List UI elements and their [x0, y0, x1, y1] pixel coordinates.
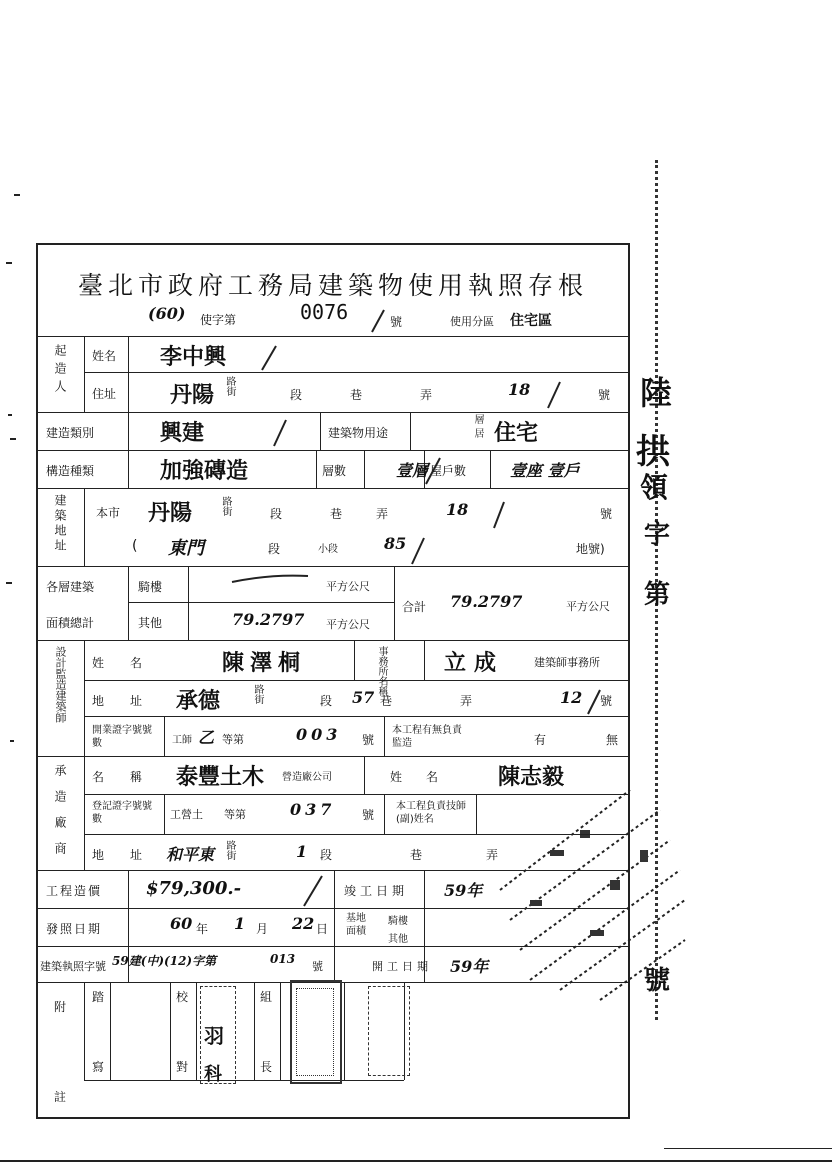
cost-label: 工程造價 [46, 884, 103, 898]
site-group-label: 建築地址 [53, 494, 67, 554]
side-char: 領 [640, 471, 669, 504]
side-char: 拱 [636, 432, 670, 472]
architect-lane: 巷 [380, 694, 393, 708]
side-char: 號 [644, 966, 671, 996]
floors-label: 層數 [322, 464, 347, 478]
architect-license-suffix: 號 [362, 733, 375, 747]
structure-value: 加強磚造 [160, 458, 249, 484]
side-char: 字 [644, 520, 671, 550]
area-arcade-unit: 平方公尺 [326, 580, 370, 593]
notes-col1-bottom: 寫 [92, 1060, 105, 1074]
contractor-rep-value: 陳志毅 [498, 764, 565, 790]
cost-value: $79,300.- [146, 878, 242, 899]
architect-no: 號 [600, 694, 613, 708]
site-section: 段 [270, 507, 283, 521]
architect-license-label: 開業證字號號數 [92, 725, 152, 749]
document-title: 臺北市政府工務局建築物使用執照存根 [77, 271, 588, 300]
applicant-group-label: 起造人 [53, 344, 67, 398]
permit-suffix-label: 號 [390, 315, 403, 329]
households-label: 屋戶數 [430, 464, 467, 478]
applicant-name-label: 姓名 [92, 349, 117, 363]
building-use-label: 建築物用途 [328, 426, 389, 440]
contractor-reg-class: 工營土 [170, 808, 203, 821]
structure-label: 構造種類 [46, 464, 95, 478]
contractor-address-road: 和平東 [166, 845, 215, 864]
notes-col3-top: 組 [260, 990, 273, 1004]
architect-road-suffix: 路街 [252, 684, 263, 704]
issue-day-unit: 日 [316, 922, 329, 936]
area-total-unit: 平方公尺 [566, 600, 610, 613]
contractor-group-label: 承造廠商 [53, 764, 67, 868]
contractor-name-label: 名稱 [92, 770, 169, 784]
permit-number-suffix: 號 [312, 960, 323, 973]
architect-address-label: 地址 [92, 694, 169, 708]
architect-license-value: 003 [296, 725, 342, 744]
architect-address-road: 承德 [176, 688, 221, 714]
site-district-suffix: 段 [268, 542, 281, 556]
site-district-open: ( [132, 538, 138, 554]
notes-col2-bottom: 對 [176, 1060, 189, 1074]
area-group-label-1: 各層建築 [46, 580, 95, 594]
site-road-suffix: 路街 [220, 496, 231, 516]
side-char: 陸 [640, 374, 673, 412]
contractor-lane: 巷 [410, 848, 423, 862]
completion-value: 59年 [444, 881, 483, 900]
issue-label: 發照日期 [46, 922, 103, 936]
households-value: 壹座 壹戶 [510, 461, 580, 480]
permit-prefix-label: 使字第 [200, 313, 237, 327]
contractor-address-label: 地址 [92, 848, 169, 862]
architect-office-suffix: 建築師事務所 [534, 656, 600, 669]
zone-value: 住宅區 [510, 313, 552, 329]
contractor-reg-label: 登記證字號號數 [92, 801, 152, 825]
permit-value: 59建(中)(12)字第 [112, 954, 217, 968]
applicant-no: 號 [598, 388, 611, 402]
notes-label-bottom: 註 [54, 1090, 67, 1104]
architect-license-class: 工師 [172, 735, 192, 746]
issue-year: 60 [170, 914, 193, 933]
architect-section: 段 [320, 694, 333, 708]
permit-label: 建築執照字號 [40, 960, 106, 973]
contractor-section: 段 [320, 848, 333, 862]
issue-day: 22 [292, 914, 315, 933]
architect-supervisor-label: 本工程有無負責監造 [392, 725, 462, 749]
architect-office-value: 立成 [444, 650, 505, 676]
base-other-label: 其他 [388, 934, 408, 945]
contractor-reg-suffix: 號 [362, 808, 375, 822]
area-other-unit: 平方公尺 [326, 618, 370, 631]
architect-supervisor-value2: 無 [606, 733, 619, 747]
issue-month-unit: 月 [256, 922, 269, 936]
applicant-road-suffix: 路街 [224, 376, 235, 396]
applicant-no-value: 18 [508, 380, 531, 399]
site-district: 東門 [168, 538, 204, 559]
area-group-label-2: 面積總計 [46, 616, 95, 630]
completion-label: 竣工日期 [344, 884, 409, 898]
notes-col2-top: 校 [176, 990, 189, 1004]
area-other-label: 其他 [138, 616, 163, 630]
build-type-value: 興建 [160, 420, 205, 446]
site-lot-value: 85 [384, 534, 407, 553]
issue-month: 1 [234, 914, 246, 933]
year-prefix: (60) [148, 304, 186, 323]
notes-label-top: 附 [54, 1000, 67, 1014]
architect-supervisor-value: 有 [534, 733, 547, 747]
architect-no-value: 12 [560, 688, 583, 707]
area-total-value: 79.2797 [450, 592, 523, 611]
site-city: 本市 [96, 506, 121, 520]
start-value: 59年 [450, 957, 489, 976]
contractor-reg-value: 037 [290, 800, 336, 819]
site-lot: 地號) [576, 542, 605, 556]
contractor-name-value: 泰豐土木 [176, 764, 265, 790]
architect-license-grade: 乙 [198, 728, 215, 747]
architect-name-label: 姓名 [92, 656, 169, 670]
applicant-address-road: 丹陽 [170, 382, 215, 408]
floors-value: 壹層 [396, 461, 429, 480]
build-type-label: 建造類別 [46, 426, 95, 440]
area-other-value: 79.2797 [232, 610, 305, 629]
seal-stamp-text: 羽 [204, 1024, 224, 1048]
side-char: 第 [644, 580, 671, 610]
architect-name-value: 陳澤桐 [222, 650, 307, 676]
site-subsection: 小段 [318, 544, 338, 555]
contractor-road-suffix: 路街 [224, 840, 235, 860]
architect-license-prefix: 等第 [222, 733, 244, 746]
contractor-name-suffix: 營造廠公司 [282, 772, 332, 783]
architect-lane-value: 57 [352, 688, 375, 707]
applicant-lane: 巷 [350, 388, 363, 402]
site-lane: 巷 [330, 507, 343, 521]
contractor-rep-label: 姓名 [390, 770, 463, 784]
applicant-alley: 弄 [420, 388, 433, 402]
architect-alley: 弄 [460, 694, 473, 708]
start-label: 開工日期 [372, 960, 432, 973]
notes-col3-bottom: 長 [260, 1060, 273, 1074]
permit-number: 0076 [300, 300, 349, 324]
applicant-section: 段 [290, 388, 303, 402]
site-road: 丹陽 [148, 500, 193, 526]
issue-year-unit: 年 [196, 922, 209, 936]
contractor-engineer-label: 本工程負責技師(副)姓名 [396, 801, 466, 825]
contractor-alley: 弄 [486, 848, 499, 862]
area-total-label: 合計 [402, 600, 427, 614]
building-use-value: 住宅 [494, 420, 539, 446]
area-arcade-label: 騎樓 [138, 580, 163, 594]
building-use-floor: 層居 [472, 414, 483, 442]
architect-office-label: 事務所名稱 [376, 646, 387, 696]
architect-group-label: 設計監造建築師 [54, 646, 67, 723]
applicant-name-value: 李中興 [160, 344, 227, 370]
base-area-label: 基地面積 [346, 913, 366, 937]
permit-number-value: 013 [270, 952, 296, 966]
notes-col1-top: 踏 [92, 990, 105, 1004]
site-alley: 弄 [376, 507, 389, 521]
applicant-address-label: 住址 [92, 387, 117, 401]
base-arcade-label: 騎樓 [388, 916, 408, 927]
site-no-value: 18 [446, 500, 469, 519]
contractor-reg-prefix: 等第 [224, 808, 246, 821]
site-no: 號 [600, 507, 613, 521]
zone-label: 使用分區 [450, 315, 494, 328]
contractor-section-value: 1 [296, 842, 308, 861]
seal-stamp-text-2: 科 [204, 1064, 222, 1085]
